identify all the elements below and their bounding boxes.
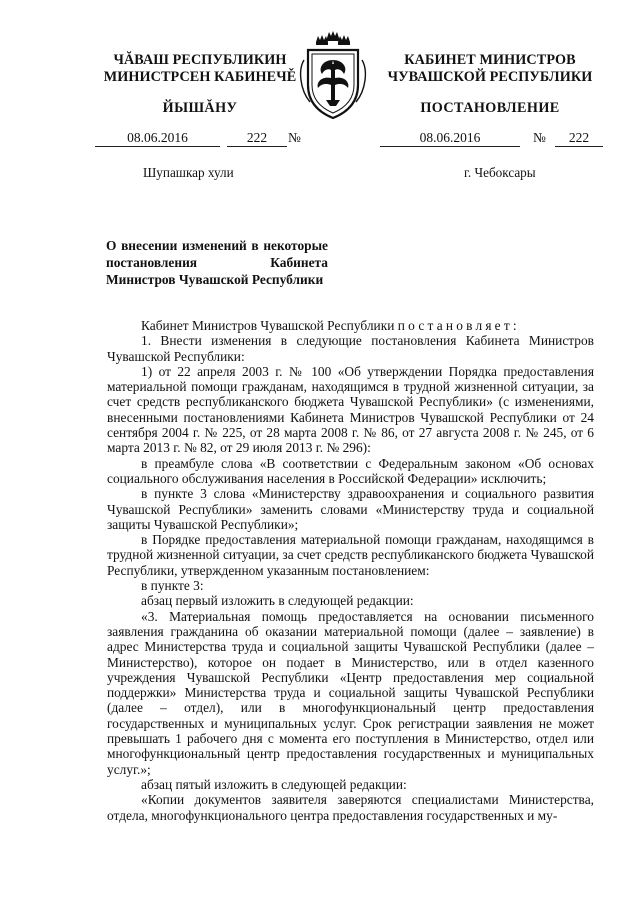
- place-left: Шупашкар хули: [143, 165, 234, 180]
- body-paragraph: в преамбуле слова «В соответствии с Федеральным законом «Об основах социального обслуживания населения в Российской Федерации» исключить;: [107, 455, 594, 486]
- body-paragraph: в пункте 3:: [141, 578, 204, 594]
- date-left: 08.06.2016: [95, 131, 220, 147]
- number-left: 222: [227, 131, 287, 147]
- number-right: 222: [555, 131, 603, 147]
- number-sign-left: №: [288, 130, 301, 145]
- decree-word: постановляет:: [397, 318, 520, 333]
- header-left: [90, 52, 310, 85]
- body-paragraph: в пункте 3 слова «Министерству здравоохранения и социального развития Чувашской Республики» заменить словами «Министерству труда и социальной защиты Чувашской Республики»;: [107, 486, 594, 532]
- header-left-line1: ЧĂВАШ РЕСПУБЛИКИН: [113, 52, 287, 68]
- document-subject: О внесении изменений в некоторые постановления Кабинета Министров Чувашской Республики: [106, 238, 328, 287]
- doc-type-right: ПОСТАНОВЛЕНИЕ: [420, 100, 560, 116]
- date-right: 08.06.2016: [380, 131, 520, 147]
- body-paragraph: «Копии документов заявителя заверяются специалистами Министерства, отдела, многофункционального центра предоставления государственных и му-: [107, 792, 594, 823]
- header-right-line2: ЧУВАШСКОЙ РЕСПУБЛИКИ: [387, 68, 593, 85]
- intro-text: Кабинет Министров Чувашской Республики: [141, 318, 395, 333]
- body-paragraph: абзац первый изложить в следующей редакции:: [141, 593, 414, 609]
- document-body: [107, 318, 594, 823]
- intro-paragraph: [107, 318, 594, 333]
- place-right: г. Чебоксары: [464, 165, 536, 180]
- coat-of-arms-icon: [296, 30, 370, 122]
- body-paragraph: 1) от 22 апреля 2003 г. № 100 «Об утверждении Порядка предоставления материальной помощи гражданам, находящимся в трудной жизненной ситуации, за счет средств республиканского бюджета Чувашской Республики» (с изменениями, внесенными постановлениями Кабинета Министров Чувашской Республики от 24 сентября 2004 г. № 225, от 28 марта 2008 г. № 86, от 27 августа 2008 г. № 245, от 6 марта 2013 г. № 82, от 29 июля 2013 г. № 296):: [107, 363, 594, 456]
- header-right-line1: КАБИНЕТ МИНИСТРОВ: [404, 52, 576, 68]
- dateline-left: [95, 131, 325, 147]
- dateline-right: [380, 131, 605, 147]
- header-right: [380, 52, 600, 85]
- number-sign-right: №: [533, 130, 546, 145]
- doc-type-left: ЙЫШĂНУ: [162, 100, 238, 116]
- body-paragraph: абзац пятый изложить в следующей редакции:: [141, 776, 407, 792]
- body-paragraph: «3. Материальная помощь предоставляется на основании письменного заявления гражданина об оказании материальной помощи (далее – заявление) в адрес Министерства труда и социальной защиты Чувашской Республики (далее – Министерство), которое он подает в Министерство, или в отдел казенного учреждения Чувашской Республики «Центр предоставления мер социальной поддержки» Министерства труда и социальной защиты Чувашской Республики (далее – отдел), или в многофункциональный центр предоставления государственных и муниципальных услуг. Срок регистрации заявления не может превышать 1 рабочего дня с момента его поступления в Министерство, отдел или многофункциональный центр предоставления государственных и муниципальных услуг.»;: [107, 608, 594, 777]
- body-paragraph: в Порядке предоставления материальной помощи гражданам, находящимся в трудной жизненной ситуации, за счет средств республиканского бюджета Чувашской Республики, утвержденном указанным постановлением:: [107, 532, 594, 578]
- header-left-line2: МИНИСТРСЕН КАБИНЕЧĚ: [103, 68, 297, 85]
- body-paragraph: 1. Внести изменения в следующие постановления Кабинета Министров Чувашской Республики:: [107, 333, 594, 364]
